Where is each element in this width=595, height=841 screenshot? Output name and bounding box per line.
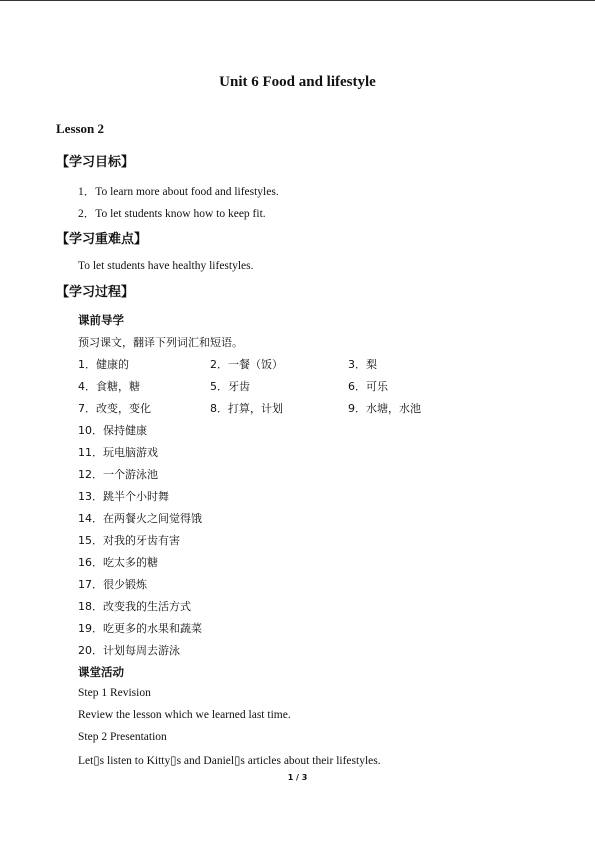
vocabulary-item: 3．梨	[348, 358, 377, 371]
activity-line: Review the lesson which we learned last time.	[78, 709, 291, 721]
objective-item: 2．To let students know how to keep fit.	[78, 208, 266, 220]
lesson-heading: Lesson 2	[56, 121, 105, 136]
activity-line: Step 1 Revision	[78, 687, 151, 699]
key-point-text: To let students have healthy lifestyles.	[78, 260, 254, 272]
objective-item: 1．To learn more about food and lifestyles.	[78, 186, 279, 198]
vocabulary-item: 8．打算，计划	[210, 402, 283, 415]
vocabulary-item: 2．一餐（饭）	[210, 358, 283, 371]
page-number: 1 / 3	[287, 773, 308, 782]
subheading-class-activity: 课堂活动	[78, 665, 124, 679]
document-title: Unit 6 Food and lifestyle	[219, 74, 376, 90]
vocabulary-item: 6．可乐	[348, 380, 388, 393]
phrase-item: 19．吃更多的水果和蔬菜	[78, 622, 202, 635]
activity-line: Let▯s listen to Kitty▯s and Daniel▯s articles about their lifestyles.	[78, 755, 381, 767]
section-heading-process: 【学习过程】	[56, 285, 135, 300]
vocabulary-item: 7．改变，变化	[78, 402, 151, 415]
activity-line: Step 2 Presentation	[78, 731, 167, 743]
phrase-item: 14．在两餐火之间觉得饿	[78, 512, 202, 525]
phrase-item: 10．保持健康	[78, 424, 147, 437]
preview-instruction: 预习课文，翻译下列词汇和短语。	[78, 336, 243, 349]
vocabulary-item: 1．健康的	[78, 358, 129, 371]
section-heading-key-points: 【学习重难点】	[56, 232, 148, 247]
phrase-item: 18．改变我的生活方式	[78, 600, 191, 613]
vocabulary-item: 5．牙齿	[210, 380, 250, 393]
phrase-item: 20．计划每周去游泳	[78, 644, 180, 657]
phrase-item: 13．跳半个小时舞	[78, 490, 169, 503]
vocabulary-item: 9．水塘，水池	[348, 402, 421, 415]
phrase-item: 17．很少锻炼	[78, 578, 147, 591]
phrase-item: 11．玩电脑游戏	[78, 446, 158, 459]
phrase-item: 16．吃太多的糖	[78, 556, 158, 569]
subheading-preview: 课前导学	[78, 313, 124, 327]
phrase-item: 12．一个游泳池	[78, 468, 158, 481]
phrase-item: 15．对我的牙齿有害	[78, 534, 180, 547]
vocabulary-item: 4．食糖，糖	[78, 380, 140, 393]
section-heading-objectives: 【学习目标】	[56, 155, 135, 170]
